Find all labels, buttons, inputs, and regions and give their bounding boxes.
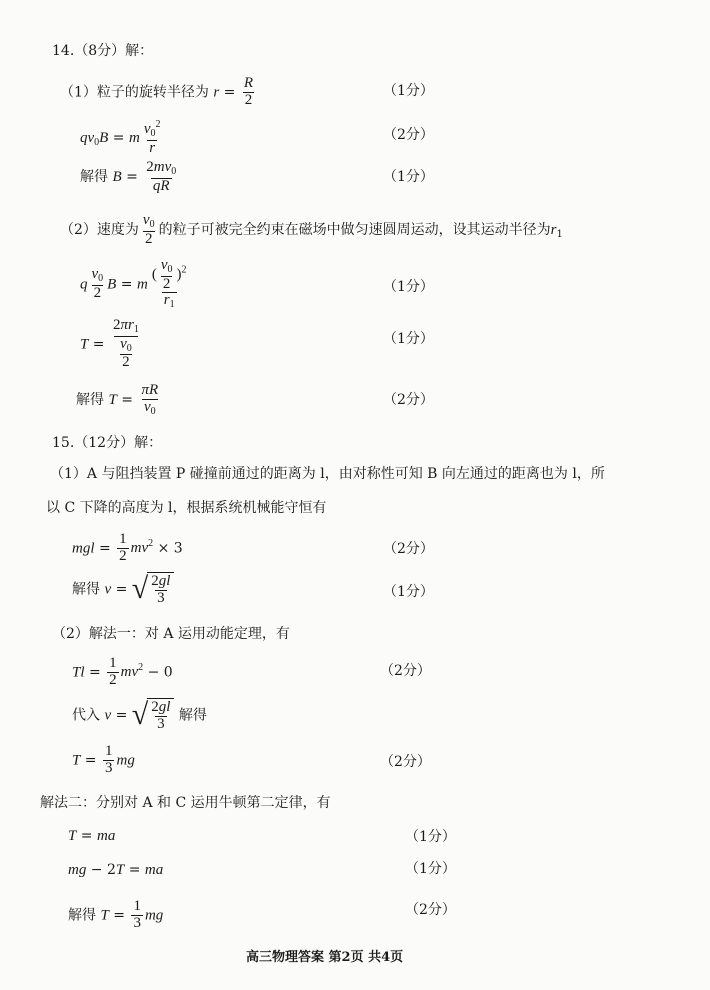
q15-score-2: （1分） xyxy=(383,584,434,600)
q15-header: 15.（12分）解： xyxy=(52,435,163,451)
q15-eq-work: Tl = $\frac{1}{2}$ $mv^2 - 0$ xyxy=(72,655,173,688)
substitute-label: 代入 xyxy=(72,707,100,724)
q14-score-4: （1分） xyxy=(383,279,434,295)
q15-eq-energy: mgl = $\frac{1}{2}$ $mv^2 \times 3$ xyxy=(72,531,183,564)
q15-score-5: （1分） xyxy=(405,829,456,845)
q14-part1: （1）粒子的旋转半径为 r = $\frac{R}{2}$ xyxy=(60,75,254,108)
q15-score-1: （2分） xyxy=(383,541,434,557)
q14-part2: （2）速度为 $\frac{v_0}{2}$ 的粒子可被完全约束在磁场中做匀速圆周运动，设其运动半径为$r_1$ xyxy=(60,212,563,247)
q15-eq-v: 解得 v = √ $\frac{2gl}{3}$ xyxy=(72,572,174,607)
q14-score-3: （1分） xyxy=(383,169,434,185)
q15-part1-line2: 以 C 下降的高度为 l，根据系统机械能守恒有 xyxy=(46,500,327,516)
q15-eq-Tma: T = ma xyxy=(68,828,116,844)
q14-header: 14.（8分）解： xyxy=(52,43,154,59)
q15-eq-mg: mg − 2T = ma xyxy=(68,862,164,878)
q15-substitute: 代入 v = √ $\frac{2gl}{3}$ 解得 xyxy=(72,698,207,732)
q14-eq-B: 解得 B = $\frac{2mv_0}{qR}$ xyxy=(80,159,177,194)
q15-score-4: （2分） xyxy=(380,754,431,770)
q14-score-6: （2分） xyxy=(383,392,434,408)
q15-score-7: （2分） xyxy=(405,902,456,918)
q14-eq-T-result: 解得 T = $\frac{\pi R}{v_0}$ xyxy=(76,382,159,417)
q14-score-5: （1分） xyxy=(383,331,434,347)
q14-part2-label-2: 的粒子可被完全约束在磁场中做匀速圆周运动，设其运动半径为 xyxy=(158,222,551,239)
q14-score-2: （2分） xyxy=(383,127,434,143)
q15-score-6: （1分） xyxy=(405,861,456,877)
solve-label: 解得 xyxy=(68,907,96,924)
solve-label: 解得 xyxy=(80,169,108,186)
q14-eq-r1: q $\frac{v_0}{2}$ B = m ( $\frac{v_0}{2}$ )$^2$ $r_1$ xyxy=(80,257,187,311)
solve-label: 解得 xyxy=(76,392,104,409)
page-footer: 高三物理答案 第2页 共4页 xyxy=(246,950,404,965)
solve-label: 解得 xyxy=(72,581,100,598)
q14-eq-T: T = $\frac{2\pi r_1}{\frac{v_0}{2}}$ xyxy=(80,317,139,370)
q14-part1-label: （1）粒子的旋转半径为 xyxy=(60,84,209,101)
q15-part1-line1: （1）A 与阻挡装置 P 碰撞前通过的距离为 l，由对称性可知 B 向左通过的距离也为 l，所 xyxy=(50,466,605,482)
q15-eq-T2: 解得 T = $\frac{1}{3}$ mg xyxy=(68,898,164,931)
q15-method1-title: （2）解法一：对 A 运用动能定理，有 xyxy=(52,626,290,642)
q15-eq-T1: T = $\frac{1}{3}$ mg xyxy=(72,743,135,776)
q15-score-3: （2分） xyxy=(380,663,431,679)
solve-label-2: 解得 xyxy=(178,707,207,724)
q14-score-1: （1分） xyxy=(383,83,434,99)
q14-part2-label: （2）速度为 xyxy=(60,222,139,239)
q14-eq-force: $qv_0B = m$ $\frac{v_0^2}{r}$ xyxy=(80,119,161,156)
q15-method2-title: 解法二：分别对 A 和 C 运用牛顿第二定律，有 xyxy=(40,795,331,811)
